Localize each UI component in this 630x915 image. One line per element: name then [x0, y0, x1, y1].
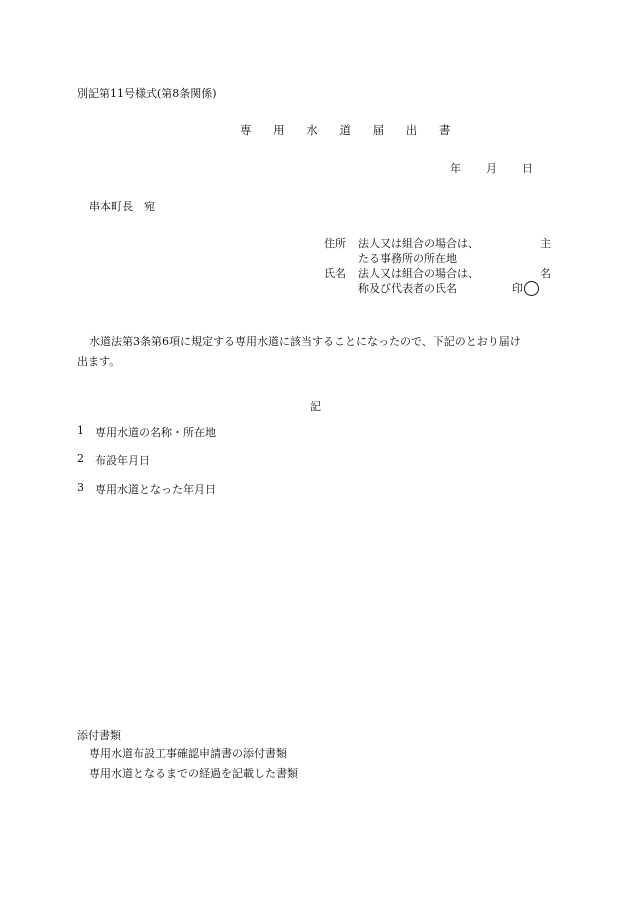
- name-note-line1-end: 名: [540, 267, 551, 280]
- addressee: 串本町長 宛: [89, 200, 155, 213]
- name-label: 氏名: [324, 267, 346, 280]
- address-note-line1-end: 主: [540, 237, 551, 250]
- item-number: 3: [77, 481, 84, 494]
- item-number: 1: [77, 424, 84, 437]
- list-item: [77, 481, 84, 494]
- item-text: 専用水道の名称・所在地: [95, 426, 216, 439]
- seal-mark: [512, 280, 539, 297]
- form-reference: 別記第11号様式(第8条関係): [77, 87, 217, 100]
- name-note-line1: 法人又は組合の場合は、: [358, 267, 479, 280]
- address-label: 住所: [324, 237, 346, 250]
- address-note-line2: たる事務所の所在地: [358, 252, 457, 265]
- item-text: 専用水道となった年月日: [95, 483, 216, 496]
- name-note-line2: 称及び代表者の氏名: [358, 282, 457, 295]
- attachments-heading: 添付書類: [77, 729, 121, 742]
- seal-label: 印: [512, 282, 523, 295]
- body-line-2: 出ます。: [77, 355, 121, 368]
- ki-heading: 記: [310, 400, 321, 413]
- item-text: 布設年月日: [95, 454, 150, 467]
- document-title: 専 用 水 道 届 出 書: [240, 123, 460, 137]
- item-number: 2: [77, 452, 84, 465]
- date-month-label: 月: [486, 162, 497, 175]
- attachment-item: 専用水道布設工事確認申請書の添付書類: [89, 747, 287, 760]
- address-note-line1: 法人又は組合の場合は、: [358, 237, 479, 250]
- list-item: [77, 452, 84, 465]
- body-line-1: 水道法第3条第6項に規定する専用水道に該当することになったので、下記のとおり届け: [89, 335, 521, 348]
- seal-circle-icon: [524, 281, 539, 296]
- attachment-item: 専用水道となるまでの経過を記載した書類: [89, 767, 298, 780]
- date-day-label: 日: [522, 162, 533, 175]
- list-item: [77, 424, 84, 437]
- date-year-label: 年: [450, 162, 461, 175]
